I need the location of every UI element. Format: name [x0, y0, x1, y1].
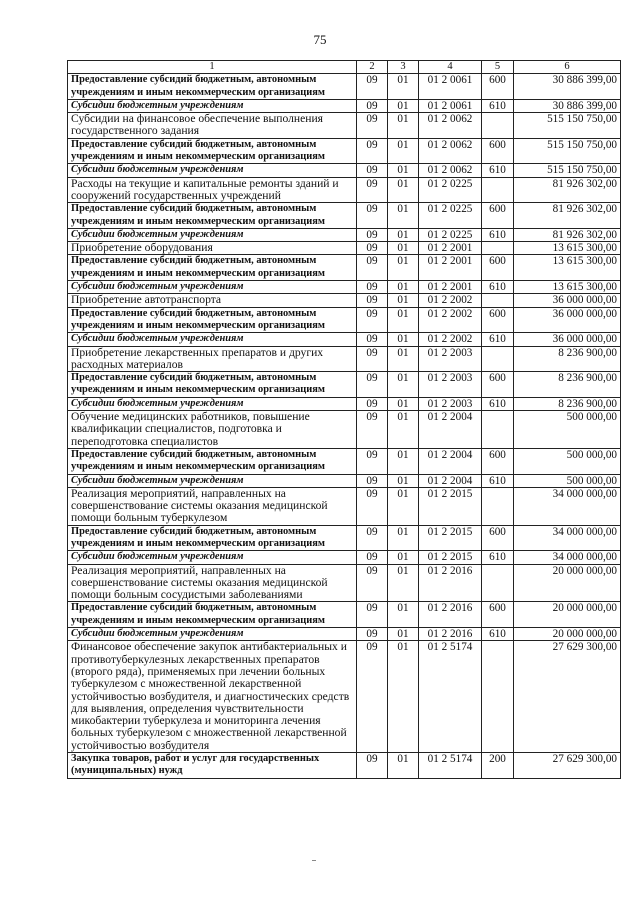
row-expense-type: 610 — [482, 164, 514, 177]
row-target-item: 01 2 0225 — [419, 203, 482, 229]
table-row — [68, 255, 621, 281]
table-row — [68, 74, 621, 100]
row-section: 09 — [357, 281, 388, 294]
table-row — [68, 753, 621, 779]
row-section: 09 — [357, 372, 388, 398]
table-row — [68, 203, 621, 229]
row-subsection: 01 — [388, 138, 419, 164]
row-expense-type: 610 — [482, 228, 514, 241]
table-row — [68, 99, 621, 112]
table-row — [68, 551, 621, 564]
row-name: Расходы на текущие и капитальные ремонты зданий и сооружений государственных учреждений — [68, 177, 357, 203]
table-row — [68, 294, 621, 307]
row-amount: 34 000 000,00 — [514, 551, 621, 564]
row-amount: 515 150 750,00 — [514, 164, 621, 177]
row-amount: 36 000 000,00 — [514, 294, 621, 307]
table-row — [68, 346, 621, 372]
row-target-item: 01 2 0061 — [419, 99, 482, 112]
row-subsection: 01 — [388, 74, 419, 100]
row-target-item: 01 2 2001 — [419, 255, 482, 281]
row-target-item: 01 2 2001 — [419, 281, 482, 294]
row-subsection: 01 — [388, 397, 419, 410]
header-col-3: 3 — [388, 61, 419, 74]
row-expense-type — [482, 487, 514, 525]
row-amount: 13 615 300,00 — [514, 242, 621, 255]
row-expense-type: 600 — [482, 602, 514, 628]
row-subsection: 01 — [388, 113, 419, 139]
row-section: 09 — [357, 333, 388, 346]
table-row — [68, 113, 621, 139]
row-amount: 13 615 300,00 — [514, 281, 621, 294]
row-section: 09 — [357, 346, 388, 372]
row-amount: 81 926 302,00 — [514, 203, 621, 229]
row-name: Субсидии бюджетным учреждениям — [68, 474, 357, 487]
row-section: 09 — [357, 487, 388, 525]
row-name: Предоставление субсидий бюджетным, автономным учреждениям и иным некоммерческим организациям — [68, 372, 357, 398]
row-expense-type — [482, 177, 514, 203]
row-name: Приобретение автотранспорта — [68, 294, 357, 307]
row-amount: 20 000 000,00 — [514, 564, 621, 602]
row-section: 09 — [357, 551, 388, 564]
table-header — [68, 61, 621, 74]
row-expense-type: 610 — [482, 397, 514, 410]
row-expense-type: 610 — [482, 551, 514, 564]
row-name: Субсидии бюджетным учреждениям — [68, 281, 357, 294]
row-expense-type: 600 — [482, 307, 514, 333]
table-row — [68, 333, 621, 346]
row-amount: 500 000,00 — [514, 411, 621, 449]
header-row — [68, 61, 621, 74]
row-name: Субсидии бюджетным учреждениям — [68, 99, 357, 112]
row-target-item: 01 2 0225 — [419, 177, 482, 203]
row-subsection: 01 — [388, 203, 419, 229]
table-row — [68, 474, 621, 487]
row-target-item: 01 2 2015 — [419, 487, 482, 525]
row-amount: 34 000 000,00 — [514, 487, 621, 525]
row-name: Субсидии бюджетным учреждениям — [68, 551, 357, 564]
row-expense-type — [482, 346, 514, 372]
row-amount: 20 000 000,00 — [514, 628, 621, 641]
row-name: Предоставление субсидий бюджетным, автономным учреждениям и иным некоммерческим организациям — [68, 602, 357, 628]
row-amount: 8 236 900,00 — [514, 397, 621, 410]
row-amount: 8 236 900,00 — [514, 372, 621, 398]
row-section: 09 — [357, 307, 388, 333]
row-name: Предоставление субсидий бюджетным, автономным учреждениям и иным некоммерческим организациям — [68, 74, 357, 100]
table-row — [68, 448, 621, 474]
row-amount: 30 886 399,00 — [514, 99, 621, 112]
row-subsection: 01 — [388, 474, 419, 487]
row-section: 09 — [357, 203, 388, 229]
row-target-item: 01 2 2015 — [419, 525, 482, 551]
row-target-item: 01 2 2002 — [419, 307, 482, 333]
row-amount: 8 236 900,00 — [514, 346, 621, 372]
table-row — [68, 372, 621, 398]
row-target-item: 01 2 5174 — [419, 753, 482, 779]
row-expense-type: 610 — [482, 474, 514, 487]
row-amount: 500 000,00 — [514, 474, 621, 487]
row-name: Субсидии на финансовое обеспечение выполнения государственного задания — [68, 113, 357, 139]
row-target-item: 01 2 2003 — [419, 346, 482, 372]
table-row — [68, 564, 621, 602]
row-expense-type: 610 — [482, 333, 514, 346]
row-section: 09 — [357, 242, 388, 255]
row-expense-type: 600 — [482, 138, 514, 164]
row-target-item: 01 2 2003 — [419, 397, 482, 410]
row-subsection: 01 — [388, 294, 419, 307]
row-subsection: 01 — [388, 242, 419, 255]
row-amount: 20 000 000,00 — [514, 602, 621, 628]
row-section: 09 — [357, 602, 388, 628]
header-col-6: 6 — [514, 61, 621, 74]
row-amount: 27 629 300,00 — [514, 753, 621, 779]
row-amount: 30 886 399,00 — [514, 74, 621, 100]
row-expense-type — [482, 294, 514, 307]
row-name: Субсидии бюджетным учреждениям — [68, 397, 357, 410]
row-name: Субсидии бюджетным учреждениям — [68, 164, 357, 177]
table-row — [68, 628, 621, 641]
row-expense-type: 610 — [482, 99, 514, 112]
row-expense-type — [482, 113, 514, 139]
row-name: Предоставление субсидий бюджетным, автономным учреждениям и иным некоммерческим организациям — [68, 255, 357, 281]
row-name: Реализация мероприятий, направленных на совершенствование системы оказания медицинской помощи больным туберкулезом — [68, 487, 357, 525]
row-amount: 81 926 302,00 — [514, 228, 621, 241]
header-col-5: 5 — [482, 61, 514, 74]
row-target-item: 01 2 0062 — [419, 138, 482, 164]
table-row — [68, 602, 621, 628]
table-row — [68, 487, 621, 525]
row-amount: 13 615 300,00 — [514, 255, 621, 281]
row-subsection: 01 — [388, 602, 419, 628]
row-name: Финансовое обеспечение закупок антибактериальных и противотуберкулезных лекарственных препаратов (второго ряда), применяемых при лечении больных туберкулезом с множественной лекарственной устойчивостью возбудителя, и диагностических средств для выявления, определения чувствительности микобактерии туберкулеза и мониторинга лечения больных туберкулезом с множественной лекарственной устойчивостью возбудителя — [68, 641, 357, 753]
table-row — [68, 228, 621, 241]
row-amount: 27 629 300,00 — [514, 641, 621, 753]
row-subsection: 01 — [388, 164, 419, 177]
row-section: 09 — [357, 255, 388, 281]
header-col-4: 4 — [419, 61, 482, 74]
row-subsection: 01 — [388, 448, 419, 474]
row-subsection: 01 — [388, 487, 419, 525]
row-expense-type: 200 — [482, 753, 514, 779]
row-name: Субсидии бюджетным учреждениям — [68, 333, 357, 346]
row-expense-type: 600 — [482, 74, 514, 100]
row-subsection: 01 — [388, 307, 419, 333]
row-subsection: 01 — [388, 177, 419, 203]
row-target-item: 01 2 2016 — [419, 602, 482, 628]
table-row — [68, 281, 621, 294]
row-subsection: 01 — [388, 753, 419, 779]
row-expense-type: 600 — [482, 448, 514, 474]
row-subsection: 01 — [388, 372, 419, 398]
header-col-2: 2 — [357, 61, 388, 74]
row-amount: 36 000 000,00 — [514, 333, 621, 346]
row-section: 09 — [357, 177, 388, 203]
row-expense-type — [482, 242, 514, 255]
row-amount: 515 150 750,00 — [514, 138, 621, 164]
row-name: Реализация мероприятий, направленных на совершенствование системы оказания медицинской помощи больным сосудистыми заболеваниями — [68, 564, 357, 602]
row-expense-type: 610 — [482, 281, 514, 294]
row-name: Субсидии бюджетным учреждениям — [68, 628, 357, 641]
table-row — [68, 411, 621, 449]
table-body — [68, 74, 621, 778]
row-section: 09 — [357, 113, 388, 139]
row-name: Закупка товаров, работ и услуг для государственных (муниципальных) нужд — [68, 753, 357, 779]
row-name: Предоставление субсидий бюджетным, автономным учреждениям и иным некоммерческим организациям — [68, 307, 357, 333]
row-section: 09 — [357, 628, 388, 641]
row-subsection: 01 — [388, 525, 419, 551]
row-name: Приобретение лекарственных препаратов и других расходных материалов — [68, 346, 357, 372]
table-row — [68, 307, 621, 333]
row-name: Предоставление субсидий бюджетным, автономным учреждениям и иным некоммерческим организациям — [68, 138, 357, 164]
row-target-item: 01 2 2015 — [419, 551, 482, 564]
row-expense-type — [482, 564, 514, 602]
row-target-item: 01 2 2002 — [419, 333, 482, 346]
row-target-item: 01 2 2004 — [419, 411, 482, 449]
row-expense-type: 600 — [482, 255, 514, 281]
row-target-item: 01 2 2001 — [419, 242, 482, 255]
row-subsection: 01 — [388, 641, 419, 753]
row-subsection: 01 — [388, 281, 419, 294]
row-amount: 81 926 302,00 — [514, 177, 621, 203]
row-name: Предоставление субсидий бюджетным, автономным учреждениям и иным некоммерческим организациям — [68, 448, 357, 474]
table-row — [68, 164, 621, 177]
scan-mark — [312, 860, 316, 861]
row-expense-type: 600 — [482, 203, 514, 229]
row-name: Обучение медицинских работников, повышение квалификации специалистов, подготовка и переподготовка специалистов — [68, 411, 357, 449]
row-subsection: 01 — [388, 228, 419, 241]
row-subsection: 01 — [388, 628, 419, 641]
table-row — [68, 525, 621, 551]
header-col-1: 1 — [68, 61, 357, 74]
row-subsection: 01 — [388, 333, 419, 346]
row-subsection: 01 — [388, 99, 419, 112]
row-amount: 36 000 000,00 — [514, 307, 621, 333]
row-section: 09 — [357, 138, 388, 164]
row-expense-type — [482, 411, 514, 449]
table-row — [68, 397, 621, 410]
row-section: 09 — [357, 99, 388, 112]
row-subsection: 01 — [388, 564, 419, 602]
row-section: 09 — [357, 74, 388, 100]
row-expense-type: 600 — [482, 372, 514, 398]
row-target-item: 01 2 2016 — [419, 564, 482, 602]
row-section: 09 — [357, 448, 388, 474]
row-target-item: 01 2 2002 — [419, 294, 482, 307]
row-subsection: 01 — [388, 411, 419, 449]
row-name: Приобретение оборудования — [68, 242, 357, 255]
row-section: 09 — [357, 474, 388, 487]
row-target-item: 01 2 5174 — [419, 641, 482, 753]
row-amount: 34 000 000,00 — [514, 525, 621, 551]
row-section: 09 — [357, 397, 388, 410]
row-target-item: 01 2 0062 — [419, 113, 482, 139]
table-row — [68, 177, 621, 203]
row-target-item: 01 2 2004 — [419, 474, 482, 487]
table-row — [68, 641, 621, 753]
row-name: Субсидии бюджетным учреждениям — [68, 228, 357, 241]
row-section: 09 — [357, 411, 388, 449]
row-name: Предоставление субсидий бюджетным, автономным учреждениям и иным некоммерческим организациям — [68, 203, 357, 229]
row-expense-type — [482, 641, 514, 753]
row-expense-type: 610 — [482, 628, 514, 641]
row-section: 09 — [357, 294, 388, 307]
row-target-item: 01 2 2016 — [419, 628, 482, 641]
table-row — [68, 242, 621, 255]
row-amount: 500 000,00 — [514, 448, 621, 474]
row-section: 09 — [357, 164, 388, 177]
row-name: Предоставление субсидий бюджетным, автономным учреждениям и иным некоммерческим организациям — [68, 525, 357, 551]
row-target-item: 01 2 0225 — [419, 228, 482, 241]
budget-table — [67, 60, 621, 779]
table-row — [68, 138, 621, 164]
row-section: 09 — [357, 525, 388, 551]
row-section: 09 — [357, 641, 388, 753]
row-expense-type: 600 — [482, 525, 514, 551]
row-target-item: 01 2 2003 — [419, 372, 482, 398]
row-subsection: 01 — [388, 255, 419, 281]
row-section: 09 — [357, 753, 388, 779]
row-subsection: 01 — [388, 346, 419, 372]
row-target-item: 01 2 0062 — [419, 164, 482, 177]
row-subsection: 01 — [388, 551, 419, 564]
row-amount: 515 150 750,00 — [514, 113, 621, 139]
row-section: 09 — [357, 564, 388, 602]
page-number: 75 — [313, 32, 327, 47]
row-target-item: 01 2 0061 — [419, 74, 482, 100]
row-section: 09 — [357, 228, 388, 241]
row-target-item: 01 2 2004 — [419, 448, 482, 474]
